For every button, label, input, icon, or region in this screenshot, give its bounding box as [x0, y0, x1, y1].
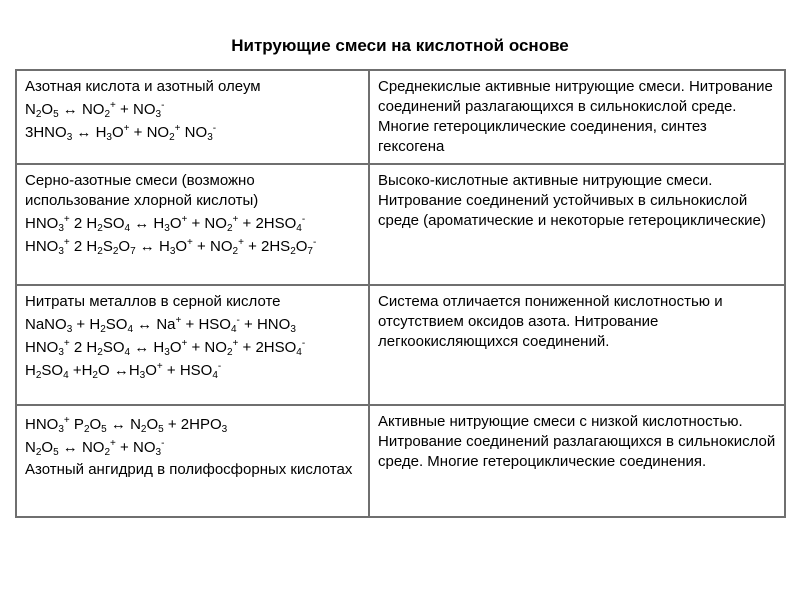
page-title: Нитрующие смеси на кислотной основе — [231, 36, 569, 55]
description-text: Высоко-кислотные активные нитрующие смеси. Нитрование соединений устойчивых в сильнокислой среде (ароматические и некоторые гетероциклические) — [378, 171, 766, 229]
equation: $HNO_3^+$ $P_2O_5$ ↔ $N_2O_5 + 2HPO_3$ — [25, 414, 228, 435]
table-cell-mixture — [16, 405, 369, 517]
table-cell-mixture — [16, 164, 369, 285]
table-row — [16, 405, 785, 517]
description-text: Среднекислые активные нитрующие смеси. Нитрование соединений разлагающихся в сильнокислой среде. Многие гетероциклические соединения, синтез гексогена — [378, 78, 773, 155]
mixture-name: Азотный ангидрид в полифосфорных кислотах — [25, 460, 353, 478]
table-cell-mixture — [16, 70, 369, 164]
table-row — [16, 285, 785, 405]
table-cell-description — [369, 405, 785, 517]
table-cell-description — [369, 70, 785, 164]
mixture-name: Нитраты металлов в серной кислоте — [25, 292, 281, 310]
table-cell-description — [369, 164, 785, 285]
equation: $HNO_3^+$ 2 $H_2SO_4$ ↔ $H_3O^+ + NO_2^+ + 2HSO_4^-$ — [25, 213, 306, 234]
equation: $N_2O_5$ ↔ $NO_2^+ + NO_3^-$ — [25, 99, 165, 120]
mixture-name: Серно-азотные смеси (возможно использование хлорной кислоты) — [25, 171, 259, 209]
equation: $HNO_3^+$ 2 $H_2S_2O_7$ ↔ $H_3O^+ + NO_2^+ + 2HS_2O_7^-$ — [25, 236, 317, 257]
equation: NaNO$_3$ + $H_2SO_4$ ↔ $Na^+ + HSO_4^- + HNO_3$ — [25, 314, 296, 335]
table-cell-mixture — [16, 285, 369, 405]
table-row — [16, 164, 785, 285]
equation: $H_2SO_4 +H_2O$ $\leftrightarrow H_3O^+ + HSO_4^-$ — [25, 360, 222, 381]
equation: $3HNO_3$ ↔ $H_3O^+ + NO_2^+$ $NO_3^-$ — [25, 122, 217, 143]
equation: $HNO_3^+$ 2 $H_2SO_4$ ↔ $H_3O^+ + NO_2^+ + 2HSO_4^-$ — [25, 337, 306, 358]
mixture-name: Азотная кислота и азотный олеум — [25, 78, 261, 95]
equation: $N_2O_5$ ↔ $NO_2^+ + NO_3^-$ — [25, 437, 165, 458]
table-row — [16, 70, 785, 164]
nitrating-mixtures-table — [15, 69, 786, 518]
description-text: Система отличается пониженной кислотностью и отсутствием оксидов азота. Нитрование легкоокисляющихся соединений. — [378, 292, 723, 350]
description-text: Активные нитрующие смеси с низкой кислотностью. Нитрование соединений разлагающихся в сильнокислой среде. Многие гетероциклические соединения. — [378, 412, 776, 470]
table-cell-description — [369, 285, 785, 405]
